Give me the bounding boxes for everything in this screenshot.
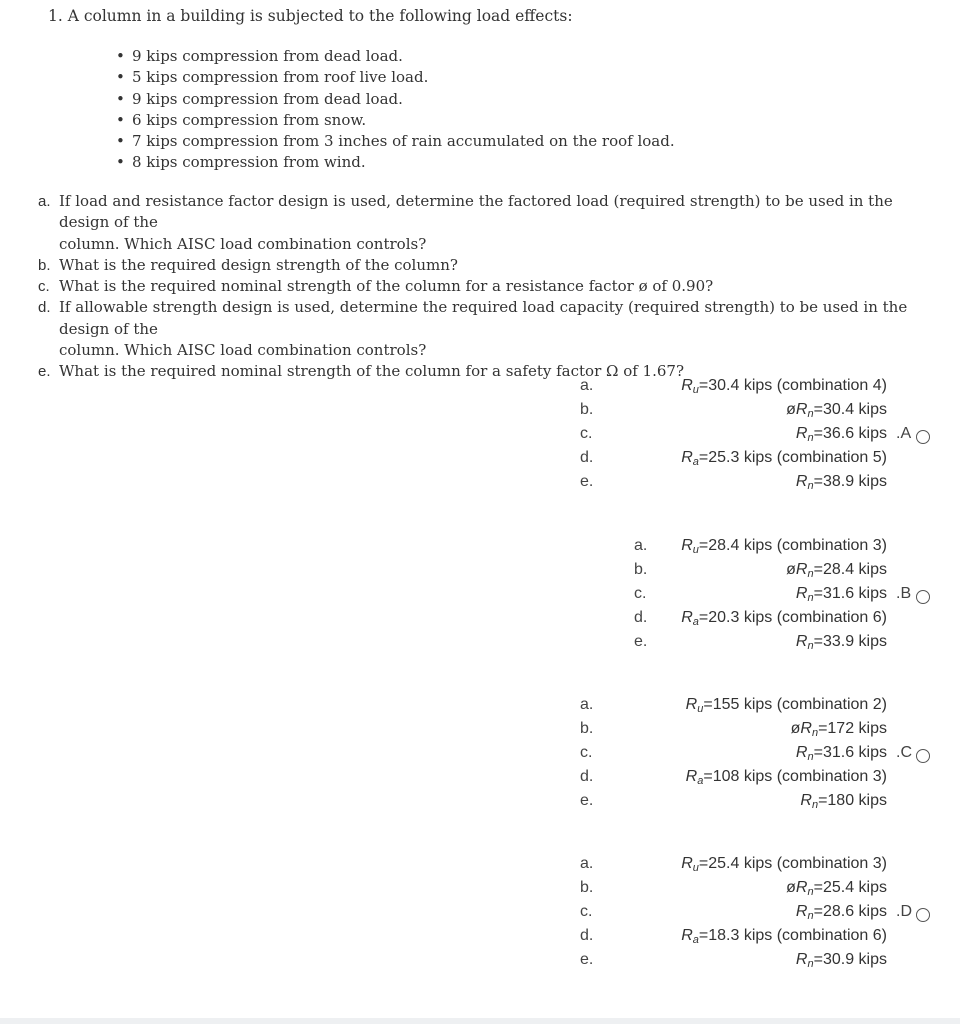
symbol: R: [681, 537, 693, 554]
line-label: a.: [634, 537, 648, 554]
subscript: u: [692, 384, 699, 396]
line-label: c.: [580, 744, 593, 761]
value-text: =25.4 kips: [813, 879, 887, 896]
line-label: c.: [580, 425, 593, 442]
answer-option-d[interactable]: [560, 852, 940, 982]
radio-button-d[interactable]: [916, 908, 930, 922]
value-text: =180 kips: [818, 792, 887, 809]
question-part-a: [38, 191, 938, 255]
load-list: [116, 46, 675, 174]
option-line: [560, 446, 890, 470]
subscript: a: [692, 456, 699, 468]
subscript: a: [692, 616, 699, 628]
load-item: [116, 110, 675, 131]
value-text: =38.9 kips: [813, 473, 887, 490]
part-letter: c.: [38, 278, 50, 296]
symbol: R: [795, 473, 808, 490]
part-letter: d.: [38, 299, 51, 317]
line-value: [800, 789, 887, 817]
subscript: n: [811, 799, 819, 811]
option-line: [560, 374, 890, 398]
value-text: =33.9 kips: [813, 633, 887, 650]
subscript: n: [807, 432, 814, 444]
symbol: R: [795, 425, 808, 442]
phi-symbol: ø: [790, 720, 801, 737]
option-line: [560, 582, 890, 606]
load-text: 7 kips compression from 3 inches of rain accumulated on the roof load.: [132, 132, 675, 151]
line-label: b.: [634, 561, 648, 578]
value-text: =25.3 kips (combination 5): [698, 449, 887, 466]
subscript: n: [811, 727, 819, 739]
value-text: =155 kips (combination 2): [703, 696, 887, 713]
value-text: =28.6 kips: [813, 903, 887, 920]
line-label: d.: [580, 768, 594, 785]
question-part-d: [38, 297, 938, 361]
symbol: R: [681, 927, 693, 944]
symbol: R: [800, 720, 812, 737]
load-item: [116, 46, 675, 67]
line-label: e.: [580, 792, 594, 809]
load-text: 6 kips compression from snow.: [132, 110, 367, 129]
load-item: [116, 67, 675, 88]
option-line: [560, 924, 890, 948]
option-line: [560, 741, 890, 765]
option-line: [560, 948, 890, 972]
option-line: [560, 789, 890, 813]
symbol: R: [795, 561, 808, 578]
option-line: [560, 876, 890, 900]
option-line: [560, 717, 890, 741]
symbol: R: [795, 633, 808, 650]
line-label: d.: [634, 609, 648, 626]
value-text: =108 kips (combination 3): [703, 768, 887, 785]
option-line: [560, 558, 890, 582]
subscript: n: [807, 480, 814, 492]
line-label: e.: [580, 951, 594, 968]
part-text-continued: column. Which AISC load combination controls?: [59, 234, 427, 253]
option-line: [560, 693, 890, 717]
bullet-icon: •: [116, 47, 125, 65]
phi-symbol: ø: [786, 879, 796, 896]
symbol: R: [795, 951, 808, 968]
option-line: [560, 630, 890, 654]
value-text: =31.6 kips: [813, 585, 887, 602]
value-text: =30.4 kips (combination 4): [698, 377, 887, 394]
radio-button-b[interactable]: [916, 590, 930, 604]
part-letter: e.: [38, 363, 51, 381]
option-letter: .B: [896, 585, 912, 602]
option-line: [560, 765, 890, 789]
load-text: 5 kips compression from roof live load.: [132, 68, 429, 87]
option-letter: .C: [896, 744, 912, 761]
line-label: d.: [580, 449, 594, 466]
symbol: R: [795, 585, 808, 602]
subscript: u: [692, 544, 699, 556]
bullet-icon: •: [116, 89, 125, 108]
question-part-b: [38, 255, 938, 276]
line-label: e.: [634, 633, 648, 650]
subscript: n: [807, 751, 814, 763]
part-text: What is the required nominal strength of the column for a resistance factor ø of 0.90?: [59, 277, 714, 296]
subscript: a: [692, 934, 699, 946]
symbol: R: [795, 879, 808, 896]
value-text: =28.4 kips (combination 3): [698, 537, 887, 554]
bullet-icon: •: [116, 68, 125, 87]
question-title: 1. A column in a building is subjected to the following load effects:: [48, 7, 573, 25]
line-value: [796, 630, 887, 658]
line-label: b.: [580, 879, 594, 896]
radio-button-a[interactable]: [916, 430, 930, 444]
subscript: a: [697, 775, 704, 787]
symbol: R: [681, 377, 693, 394]
subscript: n: [807, 958, 814, 970]
subscript: n: [807, 640, 814, 652]
value-text: =18.3 kips (combination 6): [698, 927, 887, 944]
option-line: [560, 852, 890, 876]
value-text: =28.4 kips: [813, 561, 887, 578]
symbol: R: [681, 449, 693, 466]
question-parts: [38, 191, 938, 383]
load-text: 8 kips compression from wind.: [132, 153, 366, 172]
load-text: 9 kips compression from dead load.: [132, 47, 403, 65]
answer-option-a[interactable]: [560, 374, 940, 504]
phi-symbol: ø: [786, 561, 796, 578]
load-item: [116, 152, 675, 173]
option-line: [560, 422, 890, 446]
symbol: R: [685, 696, 698, 713]
subscript: u: [697, 703, 704, 715]
line-value: [796, 948, 887, 976]
line-label: c.: [634, 585, 647, 602]
part-text-continued: column. Which AISC load combination controls?: [59, 341, 427, 360]
line-label: b.: [580, 401, 594, 418]
line-label: a.: [580, 855, 594, 872]
bullet-icon: •: [116, 132, 125, 151]
load-text: 9 kips compression from dead load.: [132, 89, 403, 108]
symbol: R: [685, 768, 698, 785]
option-line: [560, 534, 890, 558]
load-item: [116, 89, 675, 110]
answer-option-c[interactable]: [560, 693, 940, 823]
symbol: R: [681, 855, 693, 872]
option-line: [560, 606, 890, 630]
part-letter: b.: [38, 256, 51, 274]
value-text: =31.6 kips: [813, 744, 887, 761]
option-letter: .D: [896, 903, 912, 920]
subscript: n: [807, 568, 814, 580]
part-letter: a.: [38, 193, 51, 210]
part-text: What is the required design strength of the column?: [59, 255, 458, 274]
symbol: R: [795, 744, 808, 761]
question-part-c: [38, 276, 938, 297]
value-text: =36.6 kips: [813, 425, 887, 442]
value-text: =30.9 kips: [813, 951, 887, 968]
footer-bar: [0, 1018, 960, 1024]
bullet-icon: •: [116, 153, 125, 172]
subscript: n: [807, 910, 814, 922]
option-line: [560, 470, 890, 494]
subscript: u: [692, 862, 699, 874]
line-label: b.: [580, 720, 594, 737]
symbol: R: [681, 609, 693, 626]
symbol: R: [800, 792, 812, 809]
line-label: a.: [580, 696, 594, 713]
bullet-icon: •: [116, 110, 125, 129]
load-item: [116, 131, 675, 152]
radio-button-c[interactable]: [916, 749, 930, 763]
line-label: d.: [580, 927, 594, 944]
part-text: If load and resistance factor design is used, determine the factored load (required strength) to be used in the design of the: [59, 192, 893, 232]
line-value: [796, 470, 887, 498]
value-text: =172 kips: [818, 720, 887, 737]
value-text: =30.4 kips: [813, 401, 887, 418]
part-text: What is the required nominal strength of the column for a safety factor Ω of 1.67?: [59, 362, 684, 381]
subscript: n: [807, 886, 814, 898]
option-line: [560, 398, 890, 422]
value-text: =25.4 kips (combination 3): [698, 855, 887, 872]
subscript: n: [807, 408, 814, 420]
value-text: =20.3 kips (combination 6): [698, 609, 887, 626]
symbol: R: [795, 401, 808, 418]
option-letter: .A: [896, 425, 912, 442]
line-label: c.: [580, 903, 593, 920]
option-line: [560, 900, 890, 924]
line-label: a.: [580, 377, 594, 394]
phi-symbol: ø: [786, 401, 796, 418]
answer-option-b[interactable]: [560, 534, 940, 664]
part-text: If allowable strength design is used, determine the required load capacity (required strength) to be used in the design of the: [59, 298, 908, 338]
subscript: n: [807, 592, 814, 604]
symbol: R: [795, 903, 808, 920]
line-label: e.: [580, 473, 594, 490]
